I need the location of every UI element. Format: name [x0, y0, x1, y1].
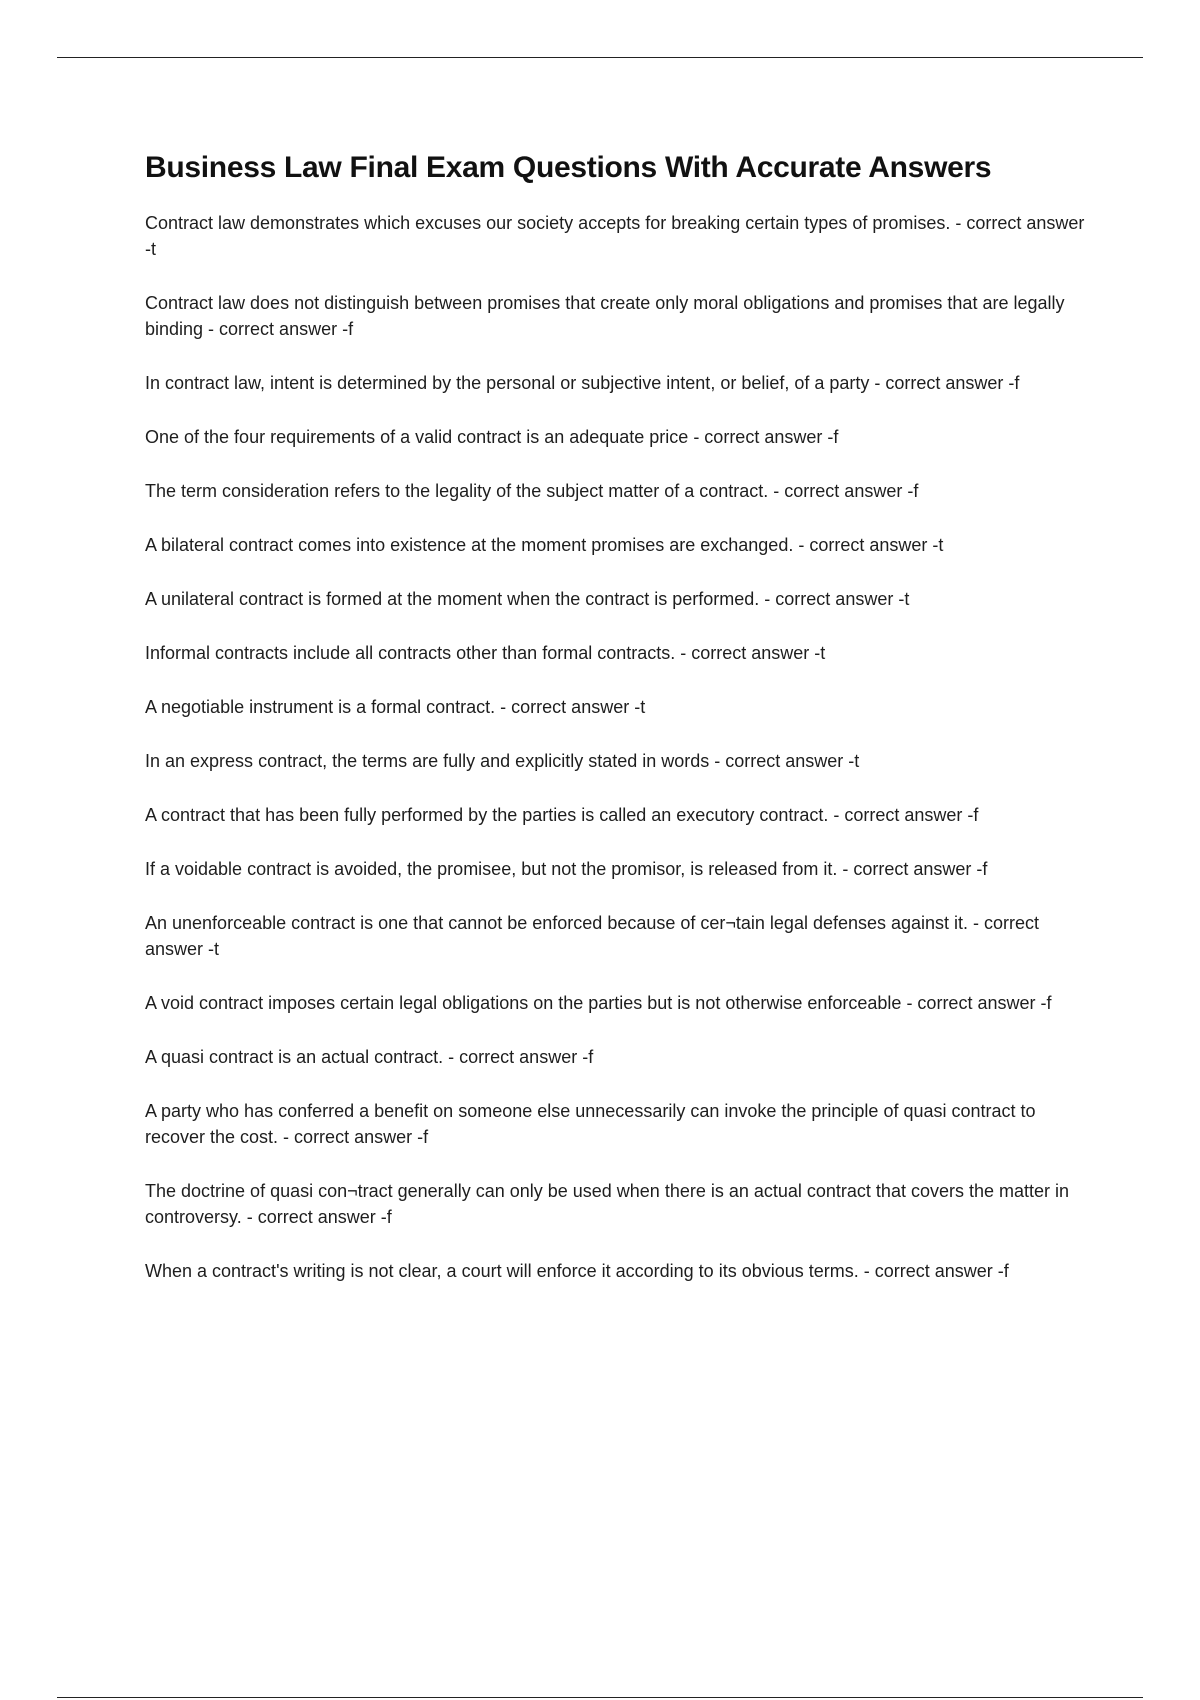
question-item: Informal contracts include all contracts other than formal contracts. - correct answer -t	[145, 643, 826, 663]
question-item: The doctrine of quasi con¬tract generally can only be used when there is an actual contract that covers the matter in controversy. - correct answer -f	[145, 1181, 1070, 1227]
question-item: An unenforceable contract is one that cannot be enforced because of cer¬tain legal defenses against it. - correct answer -t	[145, 913, 1040, 959]
question-item: A contract that has been fully performed by the parties is called an executory contract. - correct answer -f	[145, 805, 979, 825]
question-item: A void contract imposes certain legal obligations on the parties but is not otherwise enforceable - correct answer -f	[145, 993, 1052, 1013]
footer-rule	[57, 1697, 1143, 1698]
question-item: In an express contract, the terms are fully and explicitly stated in words - correct answer -t	[145, 751, 860, 771]
question-item: When a contract's writing is not clear, a court will enforce it according to its obvious terms. - correct answer -f	[145, 1261, 1009, 1281]
question-item: Contract law does not distinguish between promises that create only moral obligations and promises that are legally binding - correct answer -f	[145, 293, 1065, 339]
document-page	[145, 146, 1090, 1312]
question-item: One of the four requirements of a valid contract is an adequate price - correct answer -f	[145, 427, 839, 447]
question-item: A negotiable instrument is a formal contract. - correct answer -t	[145, 697, 646, 717]
question-item: A unilateral contract is formed at the moment when the contract is performed. - correct answer -t	[145, 589, 910, 609]
question-item: The term consideration refers to the legality of the subject matter of a contract. - correct answer -f	[145, 481, 919, 501]
question-list	[145, 210, 1090, 1284]
question-item: A bilateral contract comes into existence at the moment promises are exchanged. - correct answer -t	[145, 535, 944, 555]
question-item: A quasi contract is an actual contract. - correct answer -f	[145, 1047, 594, 1067]
document-title: Business Law Final Exam Questions With Accurate Answers	[145, 151, 992, 184]
header-rule	[57, 57, 1143, 58]
question-item: In contract law, intent is determined by the personal or subjective intent, or belief, of a party - correct answer -f	[145, 373, 1020, 393]
question-item: A party who has conferred a benefit on someone else unnecessarily can invoke the principle of quasi contract to recover the cost. - correct answer -f	[145, 1101, 1036, 1147]
question-item: Contract law demonstrates which excuses our society accepts for breaking certain types of promises. - correct answer -t	[145, 213, 1085, 259]
question-item: If a voidable contract is avoided, the promisee, but not the promisor, is released from it. - correct answer -f	[145, 859, 988, 879]
